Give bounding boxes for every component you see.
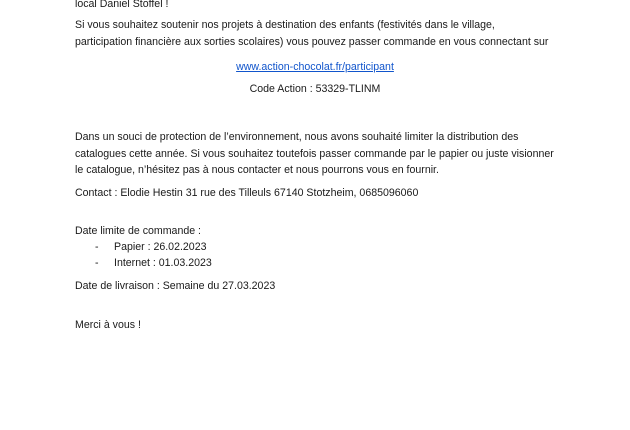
thanks-line: Merci à vous ! (75, 319, 141, 331)
code-action: Code Action : 53329-TLINM (249, 83, 381, 95)
deadline-internet: Internet : 01.03.2023 (114, 257, 212, 269)
participant-link[interactable]: www.action-chocolat.fr/participant (236, 61, 394, 73)
list-item-dash: - (95, 257, 99, 269)
paragraph-support-line-1: Si vous souhaitez soutenir nos projets à destination des enfants (festivités dans le village, (75, 19, 495, 31)
deadline-paper: Papier : 26.02.2023 (114, 241, 207, 253)
paragraph-support-line-2: participation financière aux sorties scolaires) vous pouvez passer commande en vous connectant sur (75, 36, 549, 48)
paragraph-environment-line-2: catalogues cette année. Si vous souhaitez toutefois passer commande par le papier ou juste visionner (75, 148, 554, 160)
deadline-title: Date limite de commande : (75, 225, 202, 237)
paragraph-environment-line-1: Dans un souci de protection de l’environnement, nous avons souhaité limiter la distribution des (75, 131, 519, 143)
paragraph-environment-line-3: le catalogue, n’hésitez pas à nous contacter et nous pourrons vous en fournir. (75, 164, 439, 176)
contact-line: Contact : Elodie Hestin 31 rue des Tilleuls 67140 Stotzheim, 0685096060 (75, 187, 419, 199)
list-item-dash: - (95, 241, 99, 253)
text-line-top: local Daniel Stoffel ! (75, 0, 169, 10)
delivery-date: Date de livraison : Semaine du 27.03.2023 (75, 280, 276, 292)
